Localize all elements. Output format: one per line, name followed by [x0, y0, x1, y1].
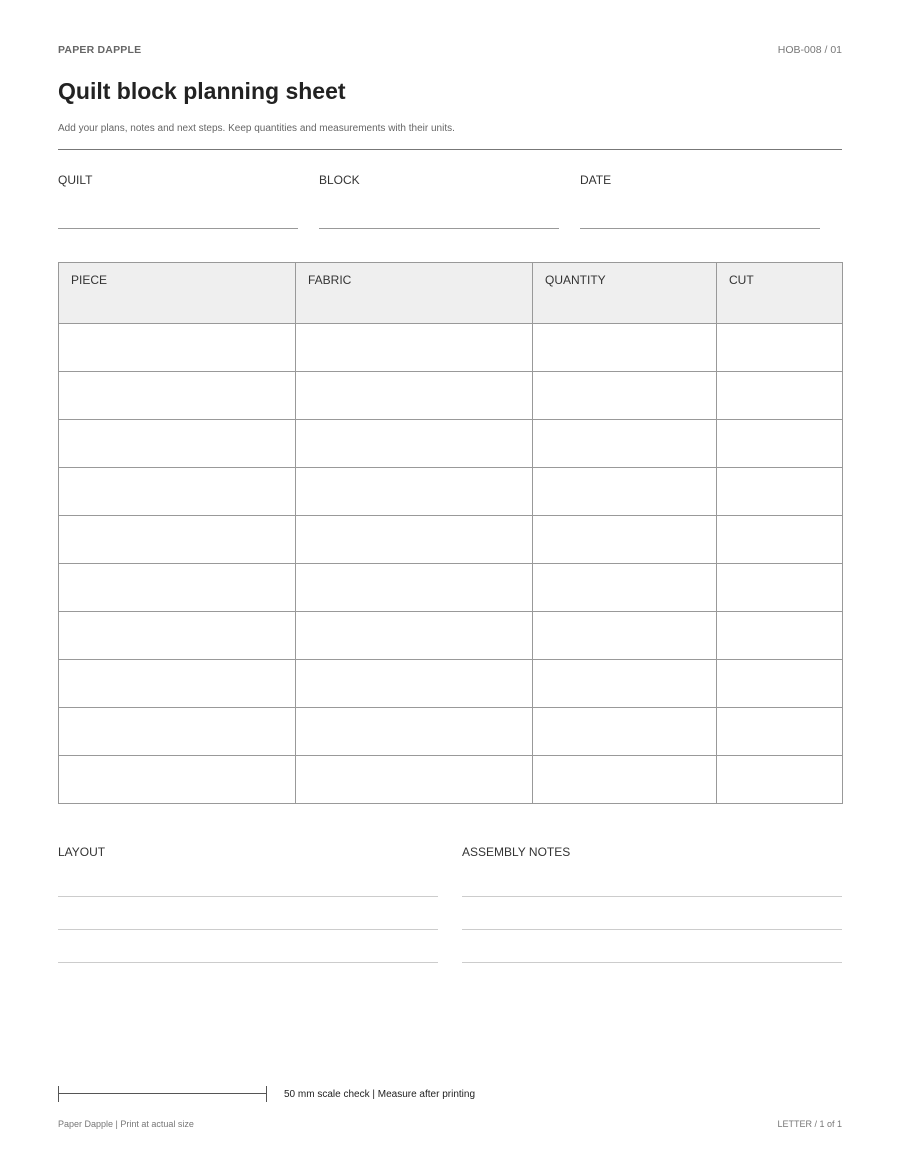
document-code: HOB-008 / 01: [777, 44, 842, 56]
table-cell[interactable]: [296, 516, 533, 564]
table-cell[interactable]: [533, 372, 717, 420]
table-row: [59, 420, 843, 468]
table-cell[interactable]: [59, 564, 296, 612]
layout-label: LAYOUT: [58, 845, 106, 859]
scale-check-text: 50 mm scale check | Measure after printing: [284, 1089, 476, 1100]
table-cell[interactable]: [717, 468, 843, 516]
table-row: [59, 564, 843, 612]
column-header-piece: PIECE: [59, 263, 296, 324]
assembly-notes-line[interactable]: [462, 962, 842, 963]
layout-line[interactable]: [58, 962, 438, 963]
table-cell[interactable]: [59, 324, 296, 372]
column-header-quantity: QUANTITY: [533, 263, 717, 324]
block-field[interactable]: [319, 228, 559, 229]
table-cell[interactable]: [296, 612, 533, 660]
table-cell[interactable]: [533, 612, 717, 660]
page-title: Quilt block planning sheet: [58, 78, 346, 104]
date-label: DATE: [580, 173, 612, 187]
table-row: [59, 756, 843, 804]
date-field[interactable]: [580, 228, 820, 229]
table-cell[interactable]: [717, 564, 843, 612]
table-cell[interactable]: [59, 468, 296, 516]
table-cell[interactable]: [296, 564, 533, 612]
table-cell[interactable]: [533, 420, 717, 468]
table-cell[interactable]: [717, 420, 843, 468]
table-cell[interactable]: [59, 660, 296, 708]
table-cell[interactable]: [296, 324, 533, 372]
assembly-notes-line[interactable]: [462, 896, 842, 897]
table-cell[interactable]: [717, 324, 843, 372]
table-cell[interactable]: [717, 660, 843, 708]
footer-left: Paper Dapple | Print at actual size: [58, 1119, 194, 1129]
planning-table: [58, 262, 843, 804]
table-cell[interactable]: [717, 708, 843, 756]
table-cell[interactable]: [59, 756, 296, 804]
scale-check-bar: [58, 1086, 267, 1102]
column-header-cut: CUT: [717, 263, 843, 324]
page-subtitle: Add your plans, notes and next steps. Keep quantities and measurements with their units.: [58, 123, 455, 134]
table-cell[interactable]: [59, 516, 296, 564]
quilt-label: QUILT: [58, 173, 93, 187]
table-cell[interactable]: [717, 372, 843, 420]
assembly-notes-line[interactable]: [462, 929, 842, 930]
table-cell[interactable]: [59, 612, 296, 660]
table-cell[interactable]: [296, 756, 533, 804]
table-cell[interactable]: [533, 660, 717, 708]
table-header-row: [59, 263, 843, 324]
table-cell[interactable]: [533, 708, 717, 756]
table-cell[interactable]: [533, 756, 717, 804]
table-cell[interactable]: [717, 516, 843, 564]
footer-right: LETTER / 1 of 1: [777, 1119, 842, 1129]
column-header-fabric: FABRIC: [296, 263, 533, 324]
table-cell[interactable]: [59, 372, 296, 420]
table-cell[interactable]: [59, 420, 296, 468]
table-cell[interactable]: [296, 420, 533, 468]
table-row: [59, 612, 843, 660]
table-row: [59, 660, 843, 708]
table-cell[interactable]: [717, 612, 843, 660]
table-cell[interactable]: [296, 468, 533, 516]
table-cell[interactable]: [533, 468, 717, 516]
quilt-field[interactable]: [58, 228, 298, 229]
table-row: [59, 372, 843, 420]
header-divider: [58, 149, 842, 150]
table-cell[interactable]: [296, 660, 533, 708]
assembly-notes-label: ASSEMBLY NOTES: [462, 845, 571, 859]
table-cell[interactable]: [533, 564, 717, 612]
brand-name: PAPER DAPPLE: [58, 44, 142, 56]
table-row: [59, 324, 843, 372]
table-cell[interactable]: [717, 756, 843, 804]
table-cell[interactable]: [59, 708, 296, 756]
table-cell[interactable]: [533, 324, 717, 372]
layout-line[interactable]: [58, 896, 438, 897]
table-cell[interactable]: [296, 708, 533, 756]
table-cell[interactable]: [296, 372, 533, 420]
block-label: BLOCK: [319, 173, 360, 187]
table-row: [59, 708, 843, 756]
table-cell[interactable]: [533, 516, 717, 564]
layout-line[interactable]: [58, 929, 438, 930]
table-row: [59, 516, 843, 564]
table-row: [59, 468, 843, 516]
